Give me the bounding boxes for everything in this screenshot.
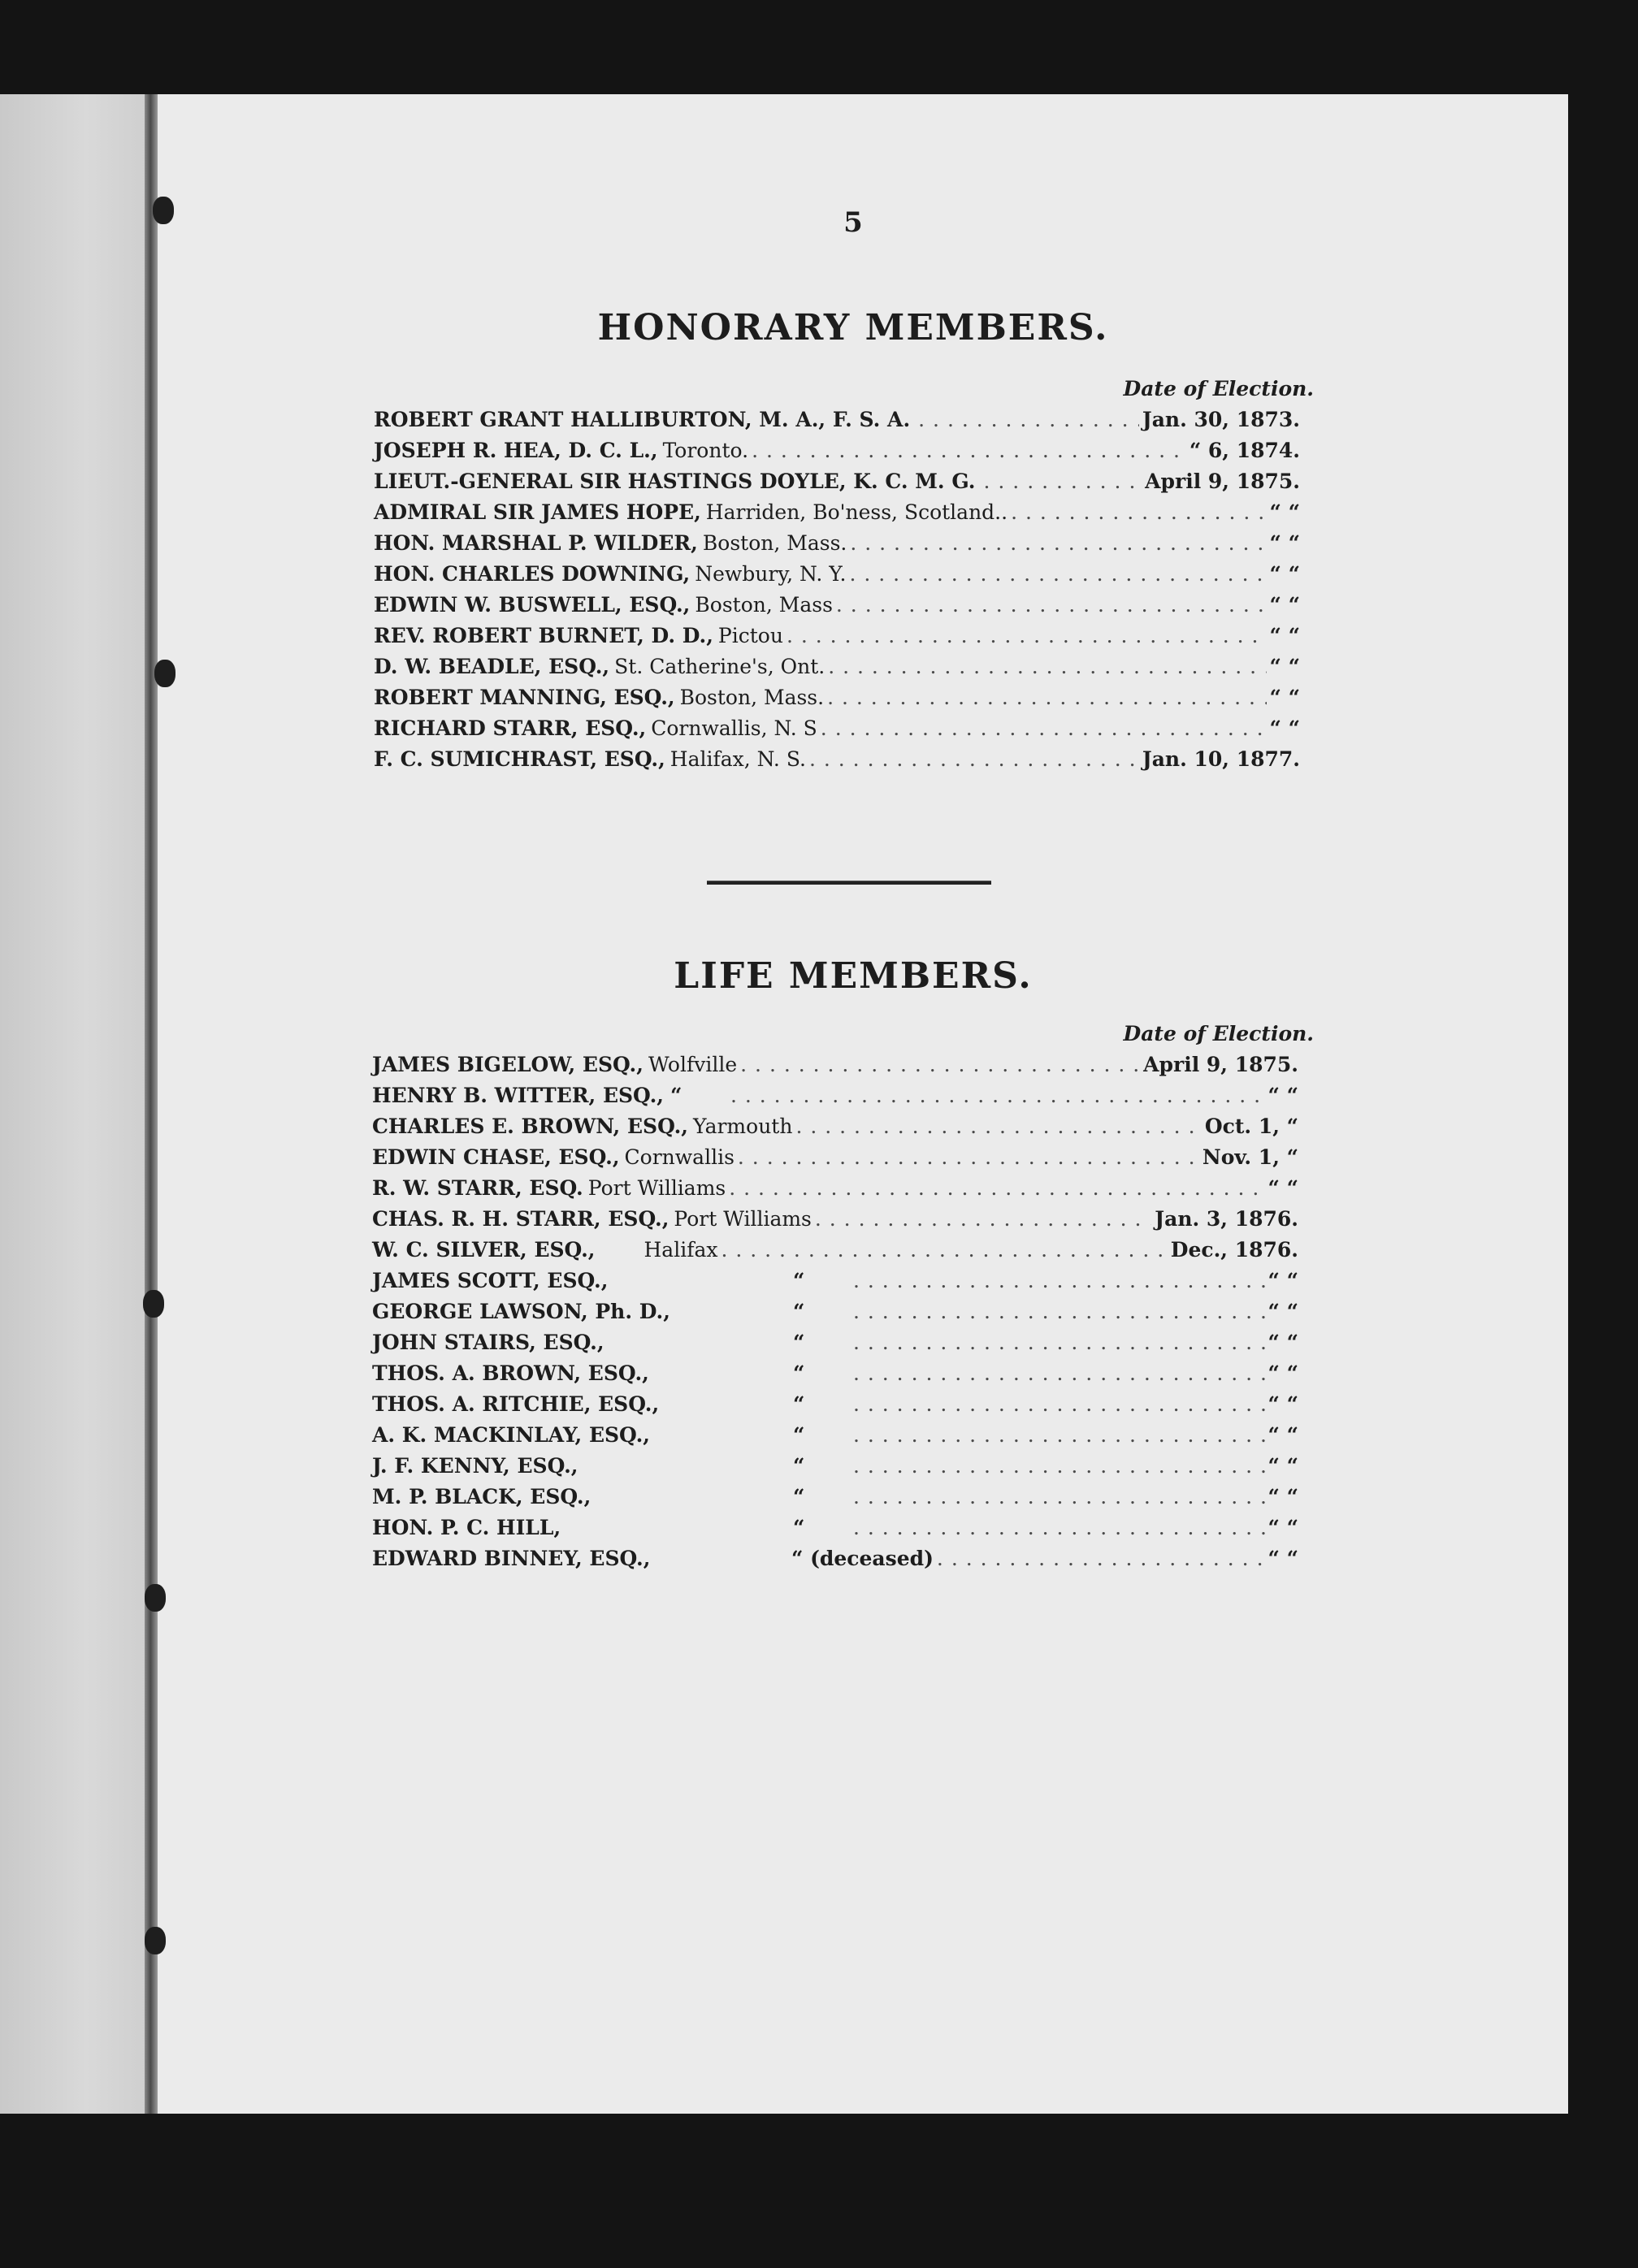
member-name: JAMES BIGELOW, ESQ., <box>372 1053 644 1076</box>
member-place: Yarmouth <box>693 1115 793 1138</box>
dot-leader <box>853 1327 1265 1358</box>
member-name: THOS. A. RITCHIE, ESQ., <box>372 1392 660 1416</box>
member-name: A. K. MACKINLAY, ESQ., <box>372 1423 650 1447</box>
life-member-row <box>372 1173 1298 1204</box>
page-number: 5 <box>843 206 863 239</box>
member-name: LIEUT.-GENERAL SIR HASTINGS DOYLE, K. C. M. G. <box>374 470 976 493</box>
election-date: “ “ <box>1268 1269 1298 1292</box>
dot-leader <box>853 1266 1265 1296</box>
member-place: Pictou <box>717 624 783 647</box>
election-date: “ “ <box>1268 1331 1298 1354</box>
member-name: R. W. STARR, ESQ. <box>372 1176 583 1200</box>
dot-leader <box>853 1451 1265 1482</box>
honorary-member-row <box>374 497 1300 528</box>
member-name: D. W. BEADLE, ESQ., <box>374 655 610 678</box>
member-name: HON. P. C. HILL, <box>372 1516 561 1539</box>
honorary-member-row <box>374 528 1300 559</box>
dot-leader <box>821 713 1267 744</box>
election-date: April 9, 1875. <box>1145 470 1300 493</box>
election-date: April 9, 1875. <box>1143 1053 1298 1076</box>
member-place: Cornwallis, N. S <box>651 716 817 740</box>
member-name: ADMIRAL SIR JAMES HOPE, <box>374 500 701 524</box>
election-date: “ “ <box>1269 686 1300 709</box>
member-place: Toronto. <box>662 439 749 462</box>
member-name: EDWARD BINNEY, ESQ., <box>372 1547 651 1570</box>
dot-leader <box>850 528 1266 559</box>
life-member-row <box>372 1204 1298 1235</box>
member-name: ROBERT MANNING, ESQ., <box>374 686 675 709</box>
member-name: RICHARD STARR, ESQ., <box>374 716 647 740</box>
life-member-row <box>372 1111 1298 1142</box>
dot-leader <box>786 621 1267 651</box>
honorary-members-heading: HONORARY MEMBERS. <box>597 307 1109 348</box>
member-place: Harriden, Bo'ness, Scotland.. <box>705 500 1008 524</box>
honorary-date-header: Date of Election. <box>1123 377 1314 400</box>
life-date-header: Date of Election. <box>1123 1022 1314 1045</box>
member-name: F. C. SUMICHRAST, ESQ., <box>374 747 665 771</box>
member-name: CHAS. R. H. STARR, ESQ., <box>372 1207 670 1231</box>
dot-leader <box>738 1142 1199 1173</box>
member-place: Wolfville <box>648 1053 738 1076</box>
election-date: “ “ <box>1269 500 1300 524</box>
member-name: J. F. KENNY, ESQ., <box>372 1454 578 1478</box>
member-place: “ <box>793 1300 805 1323</box>
dot-leader <box>795 1111 1201 1142</box>
life-member-row <box>372 1513 1298 1543</box>
binding-stitch <box>145 1584 166 1612</box>
member-name: JOSEPH R. HEA, D. C. L., <box>374 439 658 462</box>
election-date: “ “ <box>1268 1423 1298 1447</box>
member-name: CHARLES E. BROWN, ESQ., <box>372 1115 689 1138</box>
dot-leader <box>853 1389 1265 1420</box>
member-name: EDWIN CHASE, ESQ., <box>372 1145 620 1169</box>
honorary-member-row <box>374 682 1300 713</box>
member-place: “ <box>793 1485 805 1508</box>
member-name: HENRY B. WITTER, ESQ., <box>372 1084 664 1107</box>
election-date: “ “ <box>1269 531 1300 555</box>
binding-stitch <box>154 660 176 687</box>
election-date: “ “ <box>1269 624 1300 647</box>
dot-leader <box>853 1296 1265 1327</box>
life-member-row <box>372 1050 1298 1080</box>
election-date: “ 6, 1874. <box>1189 439 1300 462</box>
member-place: Cornwallis <box>624 1145 734 1169</box>
honorary-member-row <box>374 466 1300 497</box>
dot-leader <box>853 1358 1265 1389</box>
election-date: Oct. 1, “ <box>1204 1115 1298 1138</box>
member-place: Halifax <box>644 1238 718 1262</box>
life-member-row <box>372 1420 1298 1451</box>
honorary-member-row <box>374 590 1300 621</box>
election-date: “ “ <box>1268 1300 1298 1323</box>
dot-leader <box>815 1204 1151 1235</box>
binding-stitch <box>153 197 174 224</box>
election-date: “ “ <box>1269 716 1300 740</box>
member-name: HON. CHARLES DOWNING, <box>374 562 691 586</box>
member-name: THOS. A. BROWN, ESQ., <box>372 1361 649 1385</box>
member-place: Boston, Mass. <box>702 531 847 555</box>
election-date: “ “ <box>1269 655 1300 678</box>
binding-stitch <box>143 1290 164 1318</box>
dot-leader <box>853 1420 1265 1451</box>
dot-leader <box>853 1513 1265 1543</box>
binding-stitch <box>145 1927 166 1954</box>
member-place: “ <box>793 1361 805 1385</box>
election-date: “ “ <box>1268 1084 1298 1107</box>
life-member-row <box>372 1142 1298 1173</box>
election-date: “ “ <box>1268 1516 1298 1539</box>
life-member-row <box>372 1235 1298 1266</box>
dot-leader <box>937 1543 1265 1574</box>
honorary-member-row <box>374 435 1300 466</box>
life-members-heading: LIFE MEMBERS. <box>674 955 1033 997</box>
life-member-row <box>372 1358 1298 1389</box>
member-place: “ (deceased) <box>791 1547 934 1570</box>
election-date: “ “ <box>1268 1361 1298 1385</box>
election-date: “ “ <box>1268 1454 1298 1478</box>
member-place: Boston, Mass <box>695 593 833 617</box>
member-place: Boston, Mass. <box>679 686 825 709</box>
dot-leader <box>752 435 1186 466</box>
member-place: Port Williams <box>587 1176 726 1200</box>
dot-leader <box>836 590 1267 621</box>
member-name: JAMES SCOTT, ESQ., <box>372 1269 609 1292</box>
dot-leader <box>984 466 1142 497</box>
member-name: EDWIN W. BUSWELL, ESQ., <box>374 593 691 617</box>
dot-leader <box>1011 497 1266 528</box>
member-name: REV. ROBERT BURNET, D. D., <box>374 624 713 647</box>
dot-leader <box>828 651 1266 682</box>
election-date: “ “ <box>1268 1392 1298 1416</box>
dot-leader <box>721 1235 1167 1266</box>
honorary-member-row <box>374 405 1300 435</box>
election-date: Jan. 3, 1876. <box>1155 1207 1298 1231</box>
election-date: Dec., 1876. <box>1170 1238 1298 1262</box>
member-name: GEORGE LAWSON, Ph. D., <box>372 1300 670 1323</box>
member-place: “ <box>793 1423 805 1447</box>
dot-leader <box>809 744 1139 775</box>
life-member-row <box>372 1296 1298 1327</box>
honorary-member-row <box>374 621 1300 651</box>
dot-leader <box>730 1080 1265 1111</box>
member-name: M. P. BLACK, ESQ., <box>372 1485 592 1508</box>
member-name: ROBERT GRANT HALLIBURTON, M. A., F. S. A. <box>374 408 911 431</box>
honorary-member-row <box>374 559 1300 590</box>
binding-gutter <box>145 94 158 2114</box>
life-member-row <box>372 1543 1298 1574</box>
election-date: “ “ <box>1268 1176 1298 1200</box>
life-member-row <box>372 1482 1298 1513</box>
member-name: HON. MARSHAL P. WILDER, <box>374 531 698 555</box>
election-date: “ “ <box>1268 1485 1298 1508</box>
section-divider <box>707 881 991 885</box>
honorary-member-row <box>374 713 1300 744</box>
member-place: Newbury, N. Y. <box>695 562 847 586</box>
election-date: “ “ <box>1269 593 1300 617</box>
election-date: “ “ <box>1269 562 1300 586</box>
member-place: Halifax, N. S. <box>670 747 806 771</box>
honorary-member-row <box>374 744 1300 775</box>
facing-page-edge <box>0 94 145 2114</box>
honorary-member-row <box>374 651 1300 682</box>
member-place: “ <box>793 1269 805 1292</box>
member-place: Port Williams <box>674 1207 812 1231</box>
election-date: Nov. 1, “ <box>1202 1145 1298 1169</box>
life-member-row <box>372 1389 1298 1420</box>
member-place: “ <box>793 1331 805 1354</box>
dot-leader <box>729 1173 1264 1204</box>
member-place: “ <box>793 1516 805 1539</box>
life-member-row <box>372 1451 1298 1482</box>
member-name: JOHN STAIRS, ESQ., <box>372 1331 604 1354</box>
life-member-row <box>372 1327 1298 1358</box>
dot-leader <box>849 559 1266 590</box>
member-place: “ <box>793 1454 805 1478</box>
dot-leader <box>740 1050 1140 1080</box>
member-place: “ <box>793 1392 805 1416</box>
member-place: St. Catherine's, Ont. <box>614 655 826 678</box>
member-place: “ <box>670 1084 682 1107</box>
dot-leader <box>853 1482 1265 1513</box>
member-name: W. C. SILVER, ESQ., <box>372 1238 596 1262</box>
life-member-row <box>372 1080 1298 1111</box>
election-date: Jan. 30, 1873. <box>1142 408 1300 431</box>
dot-leader <box>827 682 1266 713</box>
book-page <box>0 94 1568 2114</box>
election-date: “ “ <box>1268 1547 1298 1570</box>
dot-leader <box>918 405 1139 435</box>
life-member-row <box>372 1266 1298 1296</box>
election-date: Jan. 10, 1877. <box>1142 747 1300 771</box>
